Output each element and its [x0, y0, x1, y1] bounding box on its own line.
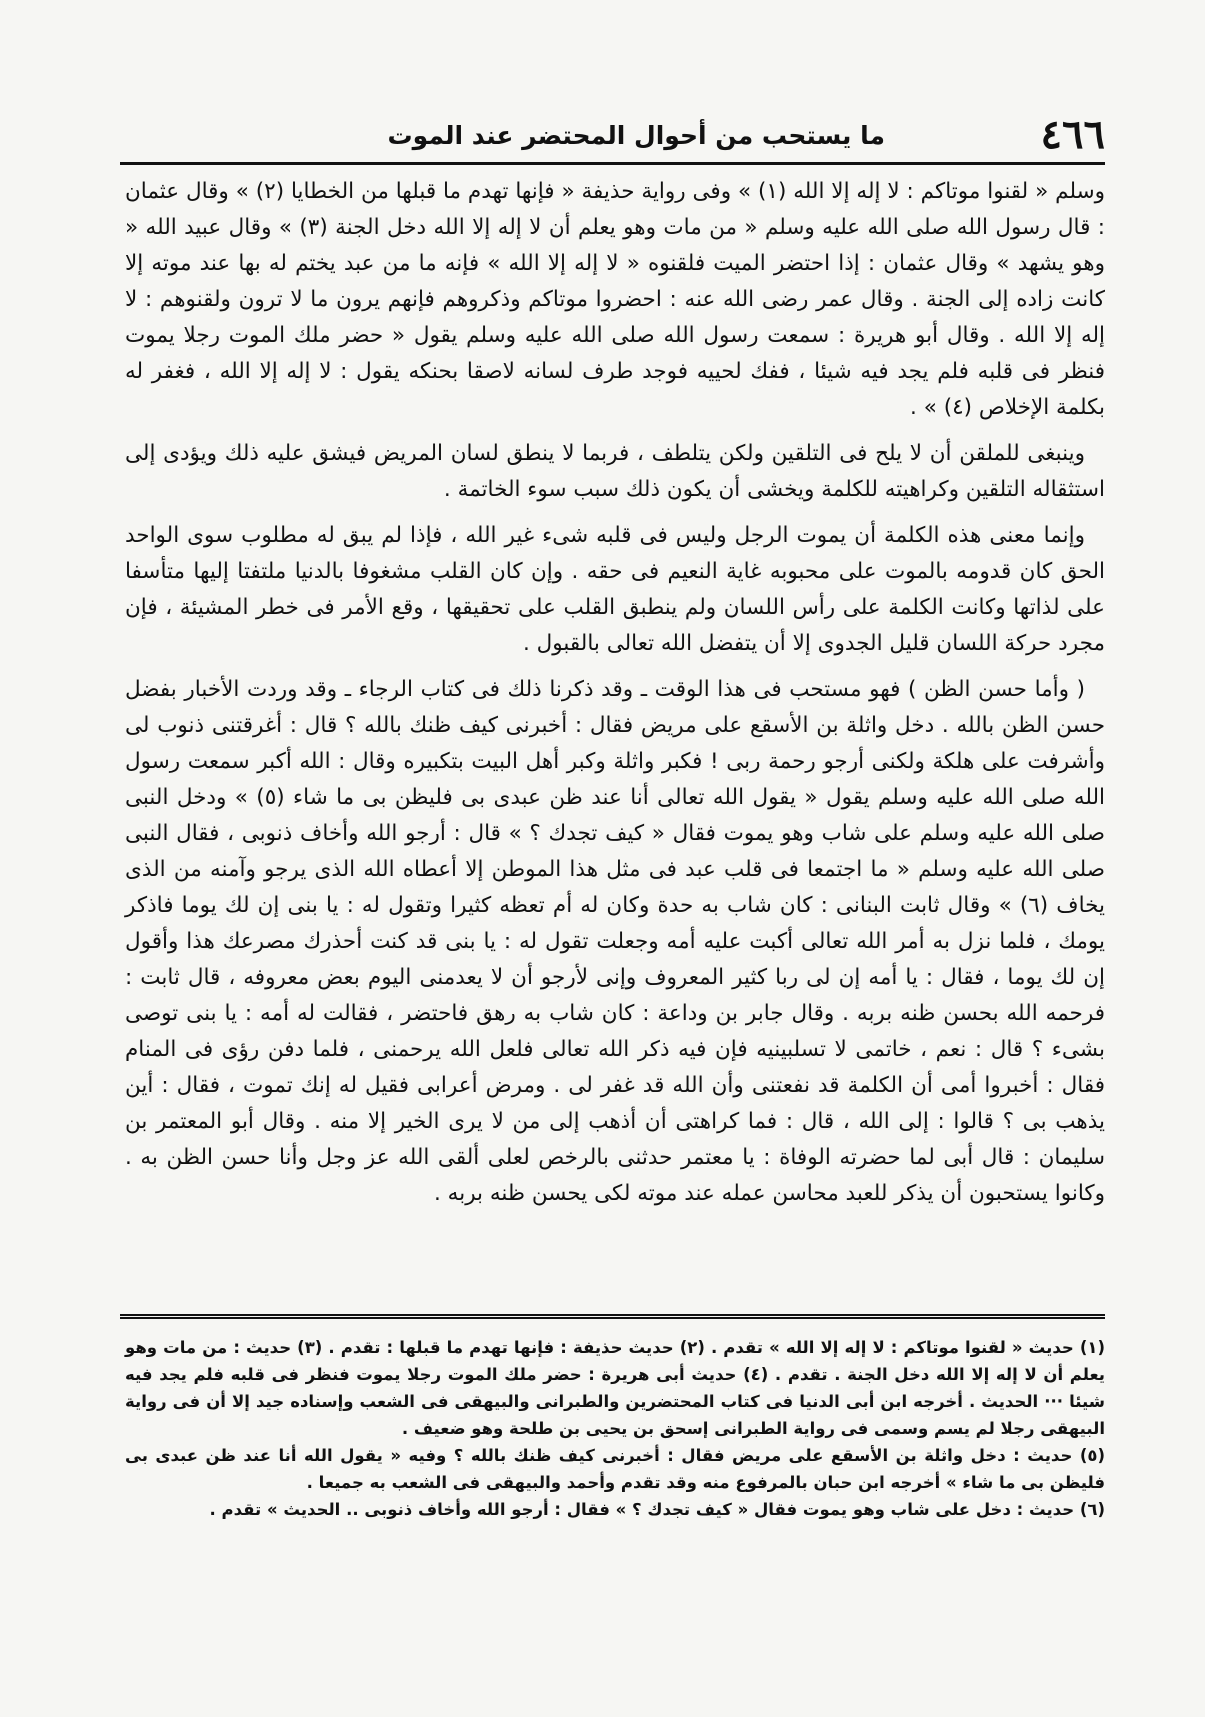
paragraph: وإنما معنى هذه الكلمة أن يموت الرجل وليس فى قلبه شىء غير الله ، فإذا لم يبق له مطلوب سوى الواحد الحق كان قدومه بالموت على محبوبه غاية النعيم فى حقه . وإن كان القلب مشغوفا بالدنيا ملتفتا إليها متأسفا على لذاتها وكانت الكلمة على رأس اللسان ولم ينطبق القلب على تحقيقها ، وقع الأمر فى خطر المشيئة ، فإن مجرد حركة اللسان قليل الجدوى إلا أن يتفضل الله تعالى بالقبول .	[125, 523, 1105, 656]
page-header	[120, 112, 1105, 158]
header-rule	[120, 162, 1105, 165]
footnote: (٥) حديث : دخل واثلة بن الأسقع على مريض فقال : أخبرنى كيف ظنك بالله ؟ وفيه « يقول الله أنا عند ظن عبدى بى فليظن بى ما شاء » أخرجه ابن حبان بالمرفوع منه وقد تقدم وأحمد والبيهقى فى الشعب به جميعا .	[125, 1446, 1105, 1492]
paragraph: ( وأما حسن الظن ) فهو مستحب فى هذا الوقت ـ وقد ذكرنا ذلك فى كتاب الرجاء ـ وقد وردت الأخبار بفضل حسن الظن بالله . دخل واثلة بن الأسقع على مريض فقال : أخبرنى كيف ظنك بالله ؟ قال : أغرقتنى ذنوب لى وأشرفت على هلكة ولكنى أرجو رحمة ربى ! فكبر واثلة وكبر أهل البيت بتكبيره وقال : الله أكبر سمعت رسول الله صلى الله عليه وسلم يقول « يقول الله تعالى أنا عند ظن عبدى بى فليظن بى ما شاء (٥) » ودخل النبى صلى الله عليه وسلم على شاب وهو يموت فقال « كيف تجدك ؟ » قال : أرجو الله وأخاف ذنوبى ، فقال النبى صلى الله عليه وسلم « ما اجتمعا فى قلب عبد فى مثل هذا الموطن إلا أعطاه الله الذى يرجو وآمنه من الذى يخاف (٦) » وقال ثابت البنانى : كان شاب به حدة وكان له أم تعظه كثيرا وتقول له : يا بنى إن لك يوما فاذكر يومك ، فلما نزل به أمر الله تعالى أكبت عليه أمه وجعلت تقول له : يا بنى قد كنت أحذرك مصرعك هذا وأقول إن لك يوما ، فقال : يا أمه إن لى ربا كثير المعروف وإنى لأرجو أن لا يعدمنى اليوم بعض معروفه ، قال ثابت : فرحمه الله بحسن ظنه بربه . وقال جابر بن وداعة : كان شاب به رهق فاحتضر ، فقالت له أمه : يا بنى توصى بشىء ؟ قال : نعم ، خاتمى لا تسلبينيه فإن فيه ذكر الله تعالى فلعل الله يرحمنى ، فلما دفن رؤى فى المنام فقال : أخبروا أمى أن الكلمة قد نفعتنى وأن الله قد غفر لى . ومرض أعرابى فقيل له إنك تموت ، فقال : أين يذهب بى ؟ قالوا : إلى الله ، قال : فما كراهتى أن أذهب إلى من لا يرى الخير إلا منه . وقال أبو المعتمر بن سليمان : قال أبى لما حضرته الوفاة : يا معتمر حدثنى بالرخص لعلى ألقى الله عز وجل وأنا حسن الظن به . وكانوا يستحبون أن يذكر للعبد محاسن عمله عند موته لكى يحسن ظنه بربه .	[125, 677, 1105, 1206]
footnote: (١) حديث « لقنوا موتاكم : لا إله إلا الله » تقدم . (٢) حديث حذيفة : فإنها تهدم ما قبلها : تقدم . (٣) حديث : من مات وهو يعلم أن لا إله إلا الله دخل الجنة . تقدم . (٤) حديث أبى هريرة : حضر ملك الموت رجلا يموت فنظر فى قلبه فلم يجد فيه شيئا ··· الحديث . أخرجه ابن أبى الدنيا فى كتاب المحتضرين والطبرانى والبيهقى فى الشعب وإسناده جيد إلا أن فى رواية البيهقى رجلا لم يسم وسمى فى رواية الطبرانى إسحق بن يحيى بن طلحة وهو ضعيف .	[125, 1338, 1105, 1438]
paragraph: وسلم « لقنوا موتاكم : لا إله إلا الله (١) » وفى رواية حذيفة « فإنها تهدم ما قبلها من الخطايا (٢) » وقال عثمان : قال رسول الله صلى الله عليه وسلم « من مات وهو يعلم أن لا إله إلا الله دخل الجنة (٣) » وقال عبيد الله « وهو يشهد » وقال عثمان : إذا احتضر الميت فلقنوه « لا إله إلا الله » فإنه ما من عبد يختم له بها عند موته إلا كانت زاده إلى الجنة . وقال عمر رضى الله عنه : احضروا موتاكم وذكروهم فإنهم يرون ما لا ترون ولقنوهم : لا إله إلا الله . وقال أبو هريرة : سمعت رسول الله صلى الله عليه وسلم يقول « حضر ملك الموت رجلا يموت فنظر فى قلبه فلم يجد فيه شيئا ، ففك لحييه فوجد طرف لسانه لاصقا بحنكه يقول : لا إله إلا الله ، فغفر له بكلمة الإخلاص (٤) » .	[125, 179, 1105, 420]
footnote: (٦) حديث : دخل على شاب وهو يموت فقال « كيف تجدك ؟ » فقال : أرجو الله وأخاف ذنوبى .. الحديث » تقدم .	[209, 1500, 1105, 1519]
footnotes	[125, 1334, 1105, 1523]
paragraph: وينبغى للملقن أن لا يلح فى التلقين ولكن يتلطف ، فربما لا ينطق لسان المريض فيشق عليه ذلك ويؤدى إلى استثقاله التلقين وكراهيته للكلمة ويخشى أن يكون ذلك سبب سوء الخاتمة .	[125, 441, 1105, 502]
footnote-rule	[120, 1314, 1105, 1319]
running-title: ما يستحب من أحوال المحتضر عند الموت	[387, 121, 885, 150]
main-text	[125, 174, 1105, 1222]
page-number: ٤٦٦	[1040, 111, 1105, 158]
